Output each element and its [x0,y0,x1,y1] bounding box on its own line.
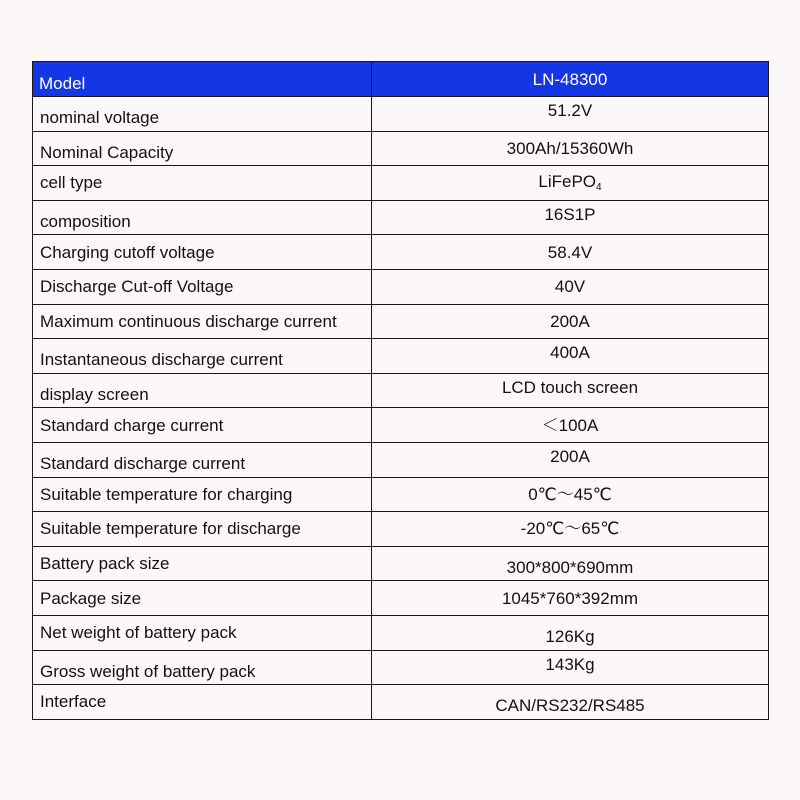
spec-value: 400A [550,343,590,363]
spec-label-cell [33,581,372,616]
spec-value: 1045*760*392mm [501,588,639,608]
table-row [33,235,769,270]
table-row [33,97,769,132]
spec-table [32,61,769,720]
spec-label: Net weight of battery pack [40,623,237,643]
spec-label-cell [33,131,372,166]
table-row [33,373,769,408]
header-value: LN-48300 [532,69,608,89]
spec-value-cell [372,339,769,374]
table-row [33,131,769,166]
spec-value: ＜100A [541,415,599,435]
table-row [33,512,769,547]
table-row [33,304,769,339]
spec-value-cell [372,685,769,720]
table-row [33,200,769,235]
spec-label-cell [33,477,372,512]
spec-value: LCD touch screen [501,378,639,398]
header-label: Model [39,73,86,93]
spec-value: 126Kg [545,627,595,647]
spec-label: Interface [40,692,107,712]
spec-value-cell [372,615,769,650]
spec-value: 16S1P [544,205,596,225]
spec-value: 51.2V [547,101,593,121]
spec-label: Battery pack size [40,554,170,574]
table-row [33,339,769,374]
spec-label: Maximum continuous discharge current [40,311,337,331]
spec-label: Charging cutoff voltage [40,242,215,262]
spec-label: cell type [40,173,103,193]
spec-label-cell [33,546,372,581]
spec-label: Package size [40,588,142,608]
spec-value-cell [372,166,769,201]
header-value-cell [372,62,769,97]
spec-value-cell [372,408,769,443]
spec-label-cell [33,235,372,270]
spec-value-cell [372,650,769,685]
spec-label: Suitable temperature for discharge [40,519,301,539]
spec-label-cell [33,166,372,201]
spec-label-cell [33,442,372,477]
spec-value-cell [372,442,769,477]
spec-label-cell [33,269,372,304]
spec-label-cell [33,373,372,408]
spec-value: CAN/RS232/RS485 [495,696,645,716]
spec-label-cell [33,615,372,650]
spec-value: 200A [550,447,590,467]
cell-type-formula: LiFePO [538,171,597,191]
spec-label: Gross weight of battery pack [40,661,256,681]
spec-label: Standard charge current [40,415,224,435]
spec-value-cell [372,512,769,547]
spec-value-cell [372,373,769,408]
spec-value: 143Kg [545,654,595,674]
spec-value-cell [372,235,769,270]
spec-value-cell [372,200,769,235]
spec-label: Suitable temperature for charging [40,484,293,504]
table-row [33,269,769,304]
table-row [33,442,769,477]
spec-label-cell [33,512,372,547]
spec-label: composition [40,212,131,232]
spec-value: 0℃～45℃ [528,484,612,504]
table-row [33,615,769,650]
table-row [33,408,769,443]
spec-label: nominal voltage [40,108,160,128]
table-row [33,166,769,201]
table-row [33,581,769,616]
table-row [33,546,769,581]
spec-value-cell [372,477,769,512]
spec-label: display screen [40,385,149,405]
spec-value: 300*800*690mm [506,558,634,578]
spec-label: Discharge Cut-off Voltage [40,277,234,297]
spec-label: Nominal Capacity [40,142,174,162]
table-row [33,685,769,720]
spec-label-cell [33,685,372,720]
spec-value-cell [372,131,769,166]
spec-value [538,173,601,193]
spec-value-cell [372,581,769,616]
spec-value: 300Ah/15360Wh [506,138,634,158]
spec-value: 58.4V [547,242,593,262]
table-row [33,477,769,512]
spec-label: Standard discharge current [40,454,246,474]
spec-label-cell [33,650,372,685]
cell-type-subscript: 4 [596,181,602,193]
spec-value: 40V [554,277,586,297]
spec-label-cell [33,200,372,235]
spec-value-cell [372,304,769,339]
spec-value-cell [372,97,769,132]
spec-label-cell [33,304,372,339]
spec-label-cell [33,339,372,374]
spec-label-cell [33,408,372,443]
spec-value-cell [372,546,769,581]
spec-value-cell [372,269,769,304]
spec-value: -20℃～65℃ [520,519,620,539]
header-label-cell [33,62,372,97]
table-header-row [33,62,769,97]
spec-value: 200A [550,311,590,331]
table-row [33,650,769,685]
spec-label-cell [33,97,372,132]
spec-label: Instantaneous discharge current [40,350,283,370]
